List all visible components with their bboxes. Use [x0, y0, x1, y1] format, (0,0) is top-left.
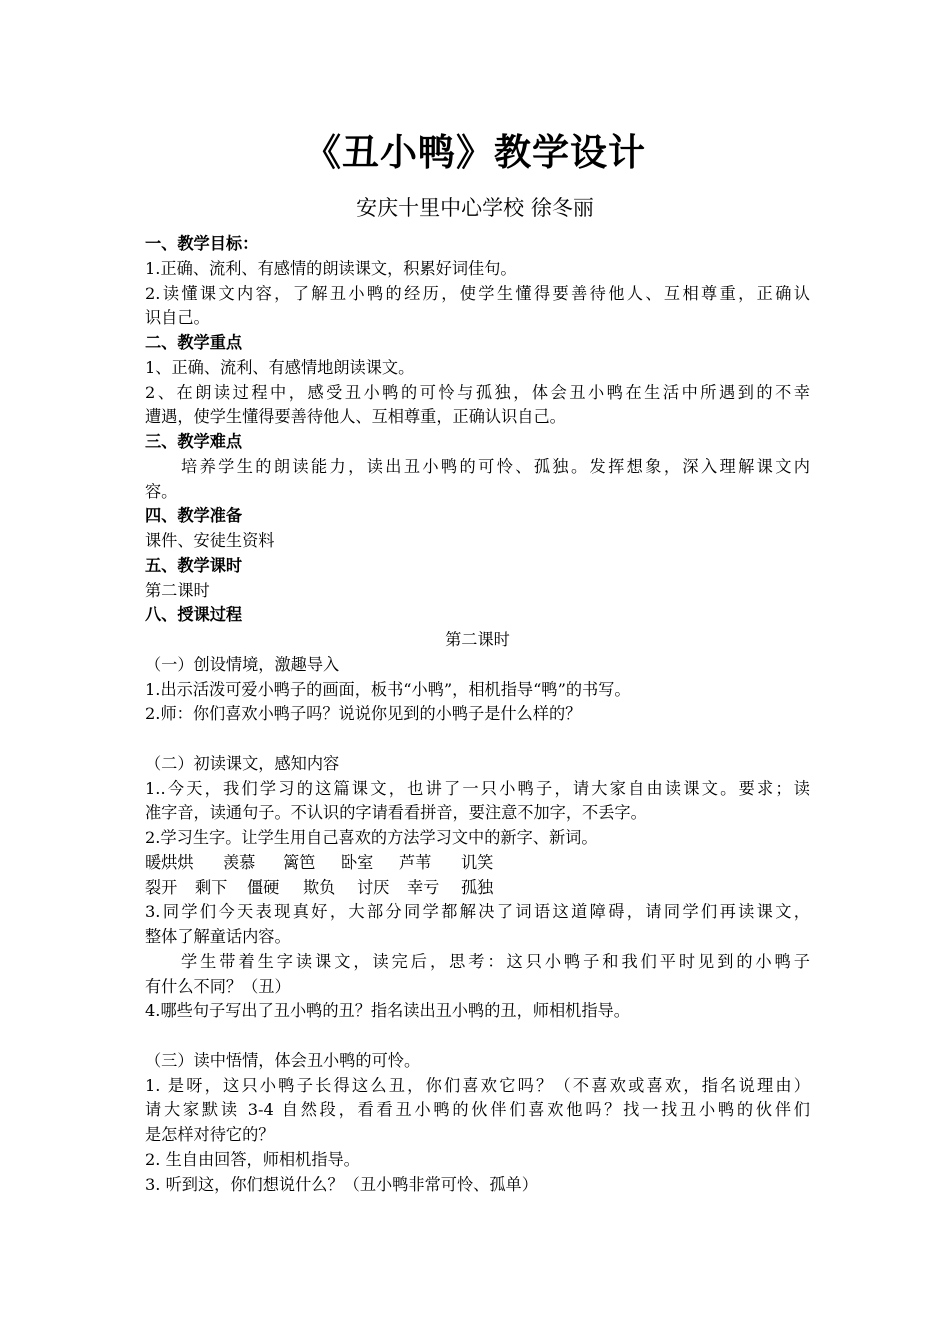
key-point-2-cont: 遭遇，使学生懂得要善待他人、互相尊重，正确认识自己。: [145, 407, 566, 427]
step2-item-3-question-cont: 有什么不同？（丑）: [145, 976, 291, 996]
step2-heading: （二）初读课文，感知内容: [145, 753, 340, 773]
step2-item-3: 3.同学们今天表现真好，大部分同学都解决了词语这道障碍，请同学们再读课文，: [145, 902, 810, 922]
vocab-word: 讥笑: [461, 852, 494, 872]
vocab-word: 羡慕: [223, 852, 256, 872]
author-line: 安庆十里中心学校 徐冬丽: [356, 196, 594, 220]
document-body: [145, 232, 810, 1197]
step3-item-2: 2. 生自由回答，师相机指导。: [145, 1149, 360, 1169]
blank-line: [145, 1024, 810, 1049]
blank-line: [145, 727, 810, 752]
vocab-word: 孤独: [461, 877, 494, 897]
step3-item-1-cont: 请大家默读 3-4 自然段，看看丑小鸭的伙伴们喜欢他吗？找一找丑小鸭的伙伴们: [145, 1100, 810, 1120]
vocab-word: 讨厌: [357, 877, 390, 897]
goals-item-2-cont: 识自己。: [145, 308, 210, 328]
vocab-word: 欺负: [303, 877, 336, 897]
key-points-heading: 二、教学重点: [145, 333, 243, 352]
vocab-word: 幸亏: [407, 877, 440, 897]
vocab-word: 卧室: [341, 852, 374, 872]
goals-item-2: 2.读懂课文内容，了解丑小鸭的经历，使学生懂得要善待他人、互相尊重，正确认: [145, 283, 810, 303]
step2-item-4: 4.哪些句子写出了丑小鸭的丑？指名读出丑小鸭的丑，师相机指导。: [145, 1001, 630, 1021]
key-point-1: 1、正确、流利、有感情地朗读课文。: [145, 357, 415, 377]
vocab-word: 裂开: [145, 877, 178, 897]
step2-item-1: 1..今天，我们学习的这篇课文，也讲了一只小鸭子，请大家自由读课文。要求；读: [145, 778, 810, 798]
class-hours-text: 第二课时: [145, 580, 210, 600]
step2-item-1-cont: 准字音，读通句子。不认识的字请看看拼音，要注意不加字，不丢字。: [145, 803, 647, 823]
goals-item-1: 1.正确、流利、有感情的朗读课文，积累好词佳句。: [145, 258, 517, 278]
difficulty-text-cont: 容。: [145, 481, 178, 501]
step1-heading: （一）创设情境，激趣导入: [145, 654, 340, 674]
step1-item-2: 2.师：你们喜欢小鸭子吗？说说你见到的小鸭子是什么样的？: [145, 704, 582, 724]
step1-item-1: 1.出示活泼可爱小鸭子的画面，板书“小鸭”，相机指导“鸭”的书写。: [145, 679, 631, 699]
preparation-heading: 四、教学准备: [145, 506, 243, 526]
process-heading: 八、授课过程: [145, 605, 243, 625]
goals-heading: 一、教学目标：: [145, 234, 259, 253]
vocab-word: 篱笆: [283, 852, 316, 872]
vocab-row-1: [145, 851, 810, 876]
step3-item-1: 1. 是呀，这只小鸭子长得这么丑，你们喜欢它吗？（不喜欢或喜欢，指名说理由）: [145, 1075, 810, 1095]
difficulty-text: 培养学生的朗读能力，读出丑小鸭的可怜、孤独。发挥想象，深入理解课文内: [181, 456, 810, 476]
vocab-word: 芦苇: [399, 852, 432, 872]
step2-item-3-question: 学生带着生字读课文，读完后，思考：这只小鸭子和我们平时见到的小鸭子: [181, 951, 810, 971]
vocab-word: 僵硬: [247, 877, 280, 897]
vocab-word: 剩下: [195, 877, 228, 897]
class-hours-heading: 五、教学课时: [145, 555, 243, 575]
step2-item-2: 2.学习生字。让学生用自己喜欢的方法学习文中的新字、新词。: [145, 828, 598, 847]
vocab-word: 暖烘烘: [145, 852, 194, 872]
step3-item-3: 3. 听到这，你们想说什么？（丑小鸭非常可怜、孤单）: [145, 1174, 538, 1194]
step3-heading: （三）读中悟情，体会丑小鸭的可怜。: [145, 1050, 421, 1070]
vocab-row-2: [145, 876, 810, 901]
key-point-2: 2、在朗读过程中，感受丑小鸭的可怜与孤独，体会丑小鸭在生活中所遇到的不幸: [145, 382, 810, 402]
step3-item-1-end: 是怎样对待它的？: [145, 1125, 275, 1144]
step2-item-3-cont: 整体了解童话内容。: [145, 927, 291, 946]
process-subtitle: 第二课时: [445, 630, 510, 649]
document-title: 《丑小鸭》教学设计: [304, 130, 646, 174]
preparation-text: 课件、安徒生资料: [145, 531, 275, 550]
difficulty-heading: 三、教学难点: [145, 432, 243, 451]
